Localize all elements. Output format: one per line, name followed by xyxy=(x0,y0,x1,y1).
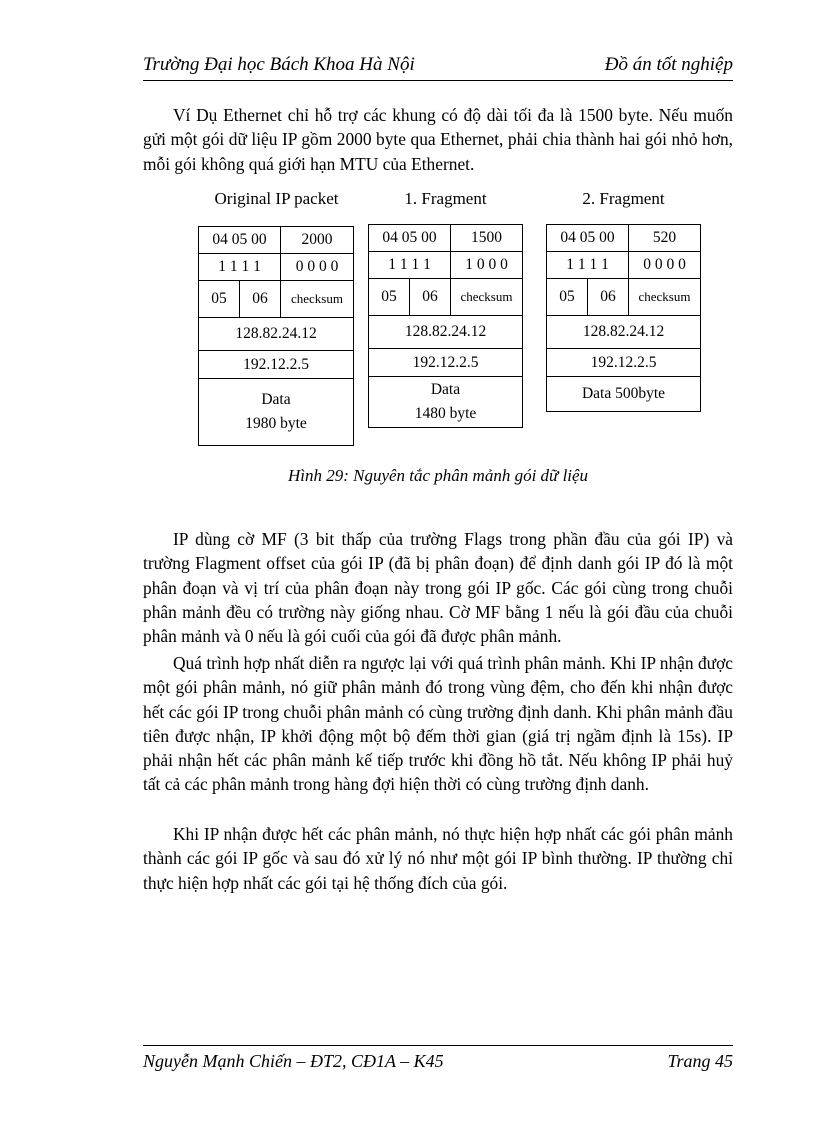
flags-field: 1 1 1 1 xyxy=(547,252,629,279)
total-length-field: 2000 xyxy=(281,227,354,254)
page-header xyxy=(143,50,733,81)
offset-field: 1 0 0 0 xyxy=(451,252,523,279)
ttl-field: 05 xyxy=(547,279,588,316)
data-field: Data 500byte xyxy=(547,377,701,412)
total-length-field: 1500 xyxy=(451,225,523,252)
flags-field: 1 1 1 1 xyxy=(369,252,451,279)
source-address: 128.82.24.12 xyxy=(369,316,523,349)
destination-address: 192.12.2.5 xyxy=(547,349,701,377)
body-paragraph: Quá trình hợp nhất diễn ra ngược lại với quá trình phân mảnh. Khi IP nhận được một gói phân mảnh, nó giữ phân mảnh đó trong vùng đệm, cho đến khi nhận được hết các gói IP trong chuỗi phân mảnh có cùng trường định danh. Khi phân mảnh đầu tiên được nhận, IP khởi động một bộ đếm thời gian (giá trị ngầm định là 15s). IP phải nhận hết các phân mảnh kế tiếp trước khi đồng hồ tắt. Nếu không IP phải huỷ tất cả các phân mảnh trong hàng đợi hiện thời có cùng trường định danh. xyxy=(143,653,733,795)
checksum-field: checksum xyxy=(451,279,523,316)
packet-original xyxy=(198,226,354,446)
source-address: 128.82.24.12 xyxy=(199,318,354,351)
intro-paragraph: Ví Dụ Ethernet chỉ hỗ trợ các khung có độ dài tối đa là 1500 byte. Nếu muốn gửi một gói dữ liệu IP gồm 2000 byte qua Ethernet, phải chia thành hai gói nhỏ hơn, mỗi gói không quá giới hạn MTU của Ethernet. xyxy=(143,105,733,174)
data-label: Data xyxy=(261,391,291,408)
packet-title-original: Original IP packet xyxy=(214,189,339,208)
packet-title-fragment-2: 2. Fragment xyxy=(582,189,665,208)
flags-field: 1 1 1 1 xyxy=(199,254,281,281)
checksum-field: checksum xyxy=(281,281,354,318)
offset-field: 0 0 0 0 xyxy=(629,252,701,279)
body-paragraph: Khi IP nhận được hết các phân mảnh, nó thực hiện hợp nhất các gói phân mảnh thành các gói IP gốc và sau đó xử lý nó như một gói IP bình thường. IP thường chỉ thực hiện hợp nhất các gói tại hệ thống đích của gói. xyxy=(143,824,733,893)
destination-address: 192.12.2.5 xyxy=(369,349,523,377)
page-number: Trang 45 xyxy=(667,1051,733,1071)
footer-author: Nguyễn Mạnh Chiến – ĐT2, CĐ1A – K45 xyxy=(143,1051,444,1071)
packet-title-fragment-1: 1. Fragment xyxy=(404,189,487,208)
data-label: Data xyxy=(430,381,461,398)
data-size: 1480 byte xyxy=(414,405,477,422)
checksum-field: checksum xyxy=(629,279,701,316)
data-field xyxy=(369,377,523,428)
data-size: 1980 byte xyxy=(245,415,307,432)
header-version-field: 04 05 00 xyxy=(547,225,629,252)
offset-field: 0 0 0 0 xyxy=(281,254,354,281)
protocol-field: 06 xyxy=(240,281,281,318)
header-version-field: 04 05 00 xyxy=(199,227,281,254)
figure-caption: Hình 29: Nguyên tắc phân mảnh gói dữ liệu xyxy=(287,466,589,485)
protocol-field: 06 xyxy=(410,279,451,316)
body-paragraph: IP dùng cờ MF (3 bit thấp của trường Flags trong phần đầu của gói IP) và trường Flagment offset của gói IP (đã bị phân đoạn) để định danh gói IP đó là một phân đoạn và vị trí của phân đoạn này trong gói IP gốc. Các gói cùng trong chuỗi phân mảnh đều có trường này giống nhau. Cờ MF bằng 1 nếu là gói đầu của chuỗi phân mảnh và 0 nếu là gói cuối của gói đã được phân mảnh. xyxy=(143,529,733,647)
protocol-field: 06 xyxy=(588,279,629,316)
page-footer xyxy=(143,1045,733,1086)
source-address: 128.82.24.12 xyxy=(547,316,701,349)
ttl-field: 05 xyxy=(369,279,410,316)
packet-fragment-1 xyxy=(368,224,523,428)
total-length-field: 520 xyxy=(629,225,701,252)
destination-address: 192.12.2.5 xyxy=(199,351,354,379)
data-field xyxy=(199,379,354,446)
header-doc-type: Đồ án tốt nghiệp xyxy=(604,54,733,75)
header-version-field: 04 05 00 xyxy=(369,225,451,252)
packet-fragment-2 xyxy=(546,224,701,412)
ttl-field: 05 xyxy=(199,281,240,318)
header-school: Trường Đại học Bách Khoa Hà Nội xyxy=(143,54,415,75)
